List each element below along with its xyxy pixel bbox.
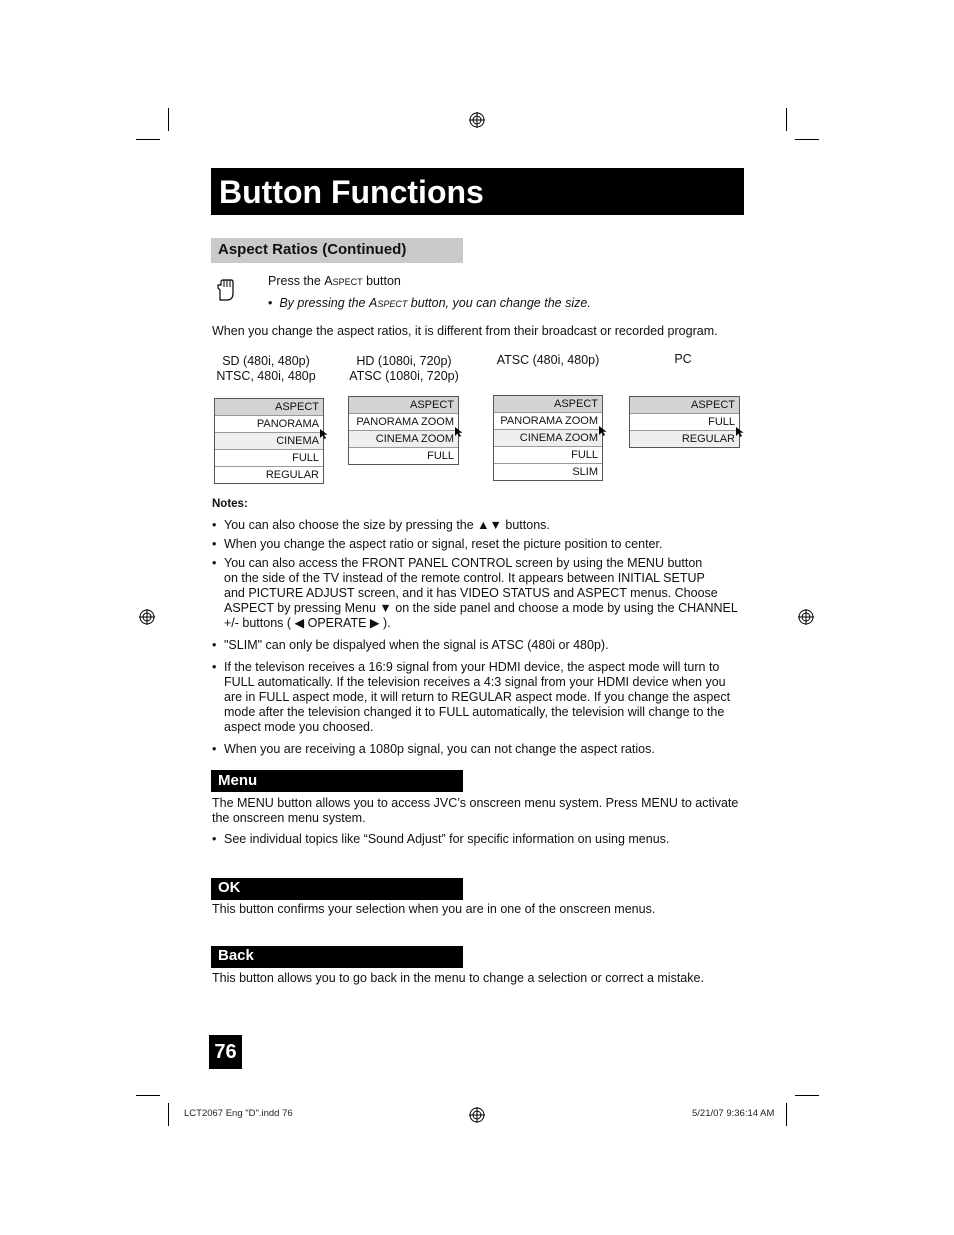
menu-row-selected: CINEMA ZOOM [494,429,602,446]
crop-mark [168,1103,169,1126]
menu-row: REGULAR [215,466,323,483]
menu-row: PANORAMA ZOOM [349,413,458,430]
crop-mark [136,1095,160,1096]
menu-description: The MENU button allows you to access JVC’s onscreen menu system. Press MENU to activate the onscreen menu system. [212,796,739,825]
menu-row: PANORAMA ZOOM [494,412,602,429]
bullet: • [268,296,273,310]
section-heading-ok: OK [218,879,241,896]
cursor-arrow-icon [599,426,607,436]
note-item: When you change the aspect ratio or signal, reset the picture position to center. [224,537,663,551]
aspect-menu-atsc [493,395,603,481]
cursor-arrow-icon [455,427,463,437]
registration-mark-icon [469,1107,485,1123]
ok-description: This button confirms your selection when you are in one of the onscreen menus. [212,902,656,916]
crop-mark [786,108,787,131]
page-title: Button Functions [219,174,484,210]
registration-mark-icon [798,609,814,625]
registration-mark-icon [469,112,485,128]
section-heading-menu: Menu [218,772,258,789]
bullet: • [212,537,217,551]
aspect-menu-pc [629,396,740,448]
press-aspect-bullet [268,296,591,311]
notes-heading: Notes: [212,498,248,510]
bullet: • [212,556,217,570]
bullet: • [212,518,217,532]
section-heading-back: Back [218,947,254,964]
section-heading-aspect: Aspect Ratios (Continued) [218,241,407,258]
cursor-arrow-icon [736,427,744,437]
aspect-menu-hd [348,396,459,465]
section-heading-bar [211,878,463,900]
press-aspect-instruction [268,274,401,289]
note-item: You can also access the FRONT PANEL CONTROL screen by using the MENU button on the side of the TV instead of the remote control. It appears between INITIAL SETUP and PICTURE ADJUST screen, and it has VIDEO STATUS and ASPECT menus. Choose ASPECT by pressing Menu ▼ on the side panel and choose a mode by using the CHANNEL +/- buttons ( ◀ OPERATE ▶ ). [224,556,738,630]
menu-row-selected: CINEMA ZOOM [349,430,458,447]
note-item: If the televison receives a 16:9 signal from your HDMI device, the aspect mode will turn to FULL automatically. If the television receives a 4:3 signal from your HDMI device when you are in FULL aspect mode, it will return to REGULAR aspect mode. If you change the aspect mode after the television changed it to FULL automatically, the television will change to the aspect mode you choosed. [224,660,731,734]
column-label-pc: PC [674,352,692,366]
note-item: When you are receiving a 1080p signal, you can not change the aspect ratios. [224,742,655,756]
menu-row-header: ASPECT [494,396,602,412]
menu-row-header: ASPECT [630,397,739,413]
column-label-atsc: ATSC (480i, 480p) [496,353,600,367]
bullet: • [212,660,217,674]
aspect-key-name: Aspect [368,296,408,310]
crop-mark [136,139,160,140]
menu-row: FULL [349,447,458,464]
registration-mark-icon [139,609,155,625]
menu-row: FULL [215,449,323,466]
menu-row: SLIM [494,463,602,480]
bullet-suffix: button, you can change the size. [407,296,591,310]
note-item: You can also choose the size by pressing the ▲▼ buttons. [224,518,550,532]
aspect-intro-text: When you change the aspect ratios, it is different from their broadcast or recorded program. [212,324,718,338]
note-item: "SLIM" can only be dispalyed when the signal is ATSC (480i or 480p). [224,638,609,652]
bullet: • [212,832,217,846]
menu-row-selected: CINEMA [215,432,323,449]
bullet: • [212,638,217,652]
column-label-hd: HD (1080i, 720p) ATSC (1080i, 720p) [349,354,459,383]
bullet: • [212,742,217,756]
menu-note: See individual topics like “Sound Adjust” for specific information on using menus. [224,832,670,846]
press-prefix: Press the [268,274,325,288]
crop-mark [795,139,819,140]
menu-row-header: ASPECT [215,399,323,415]
column-label-sd: SD (480i, 480p) NTSC, 480i, 480p [216,354,316,383]
cursor-arrow-icon [320,429,328,439]
back-description: This button allows you to go back in the menu to change a selection or correct a mistake. [212,971,704,985]
menu-row: PANORAMA [215,415,323,432]
crop-mark [795,1095,819,1096]
aspect-key-name: Aspect [324,274,363,288]
bullet-prefix: By pressing the [279,296,369,310]
hand-press-icon [213,278,237,302]
menu-row: FULL [630,413,739,430]
footer-file-info: LCT2067 Eng "D".indd 76 [184,1108,293,1119]
menu-row-selected: REGULAR [630,430,739,447]
menu-row: FULL [494,446,602,463]
page-number: 76 [209,1035,242,1069]
press-suffix: button [362,274,401,288]
footer-timestamp: 5/21/07 9:36:14 AM [692,1108,775,1119]
menu-row-header: ASPECT [349,397,458,413]
crop-mark [786,1103,787,1126]
aspect-menu-sd [214,398,324,484]
crop-mark [168,108,169,131]
